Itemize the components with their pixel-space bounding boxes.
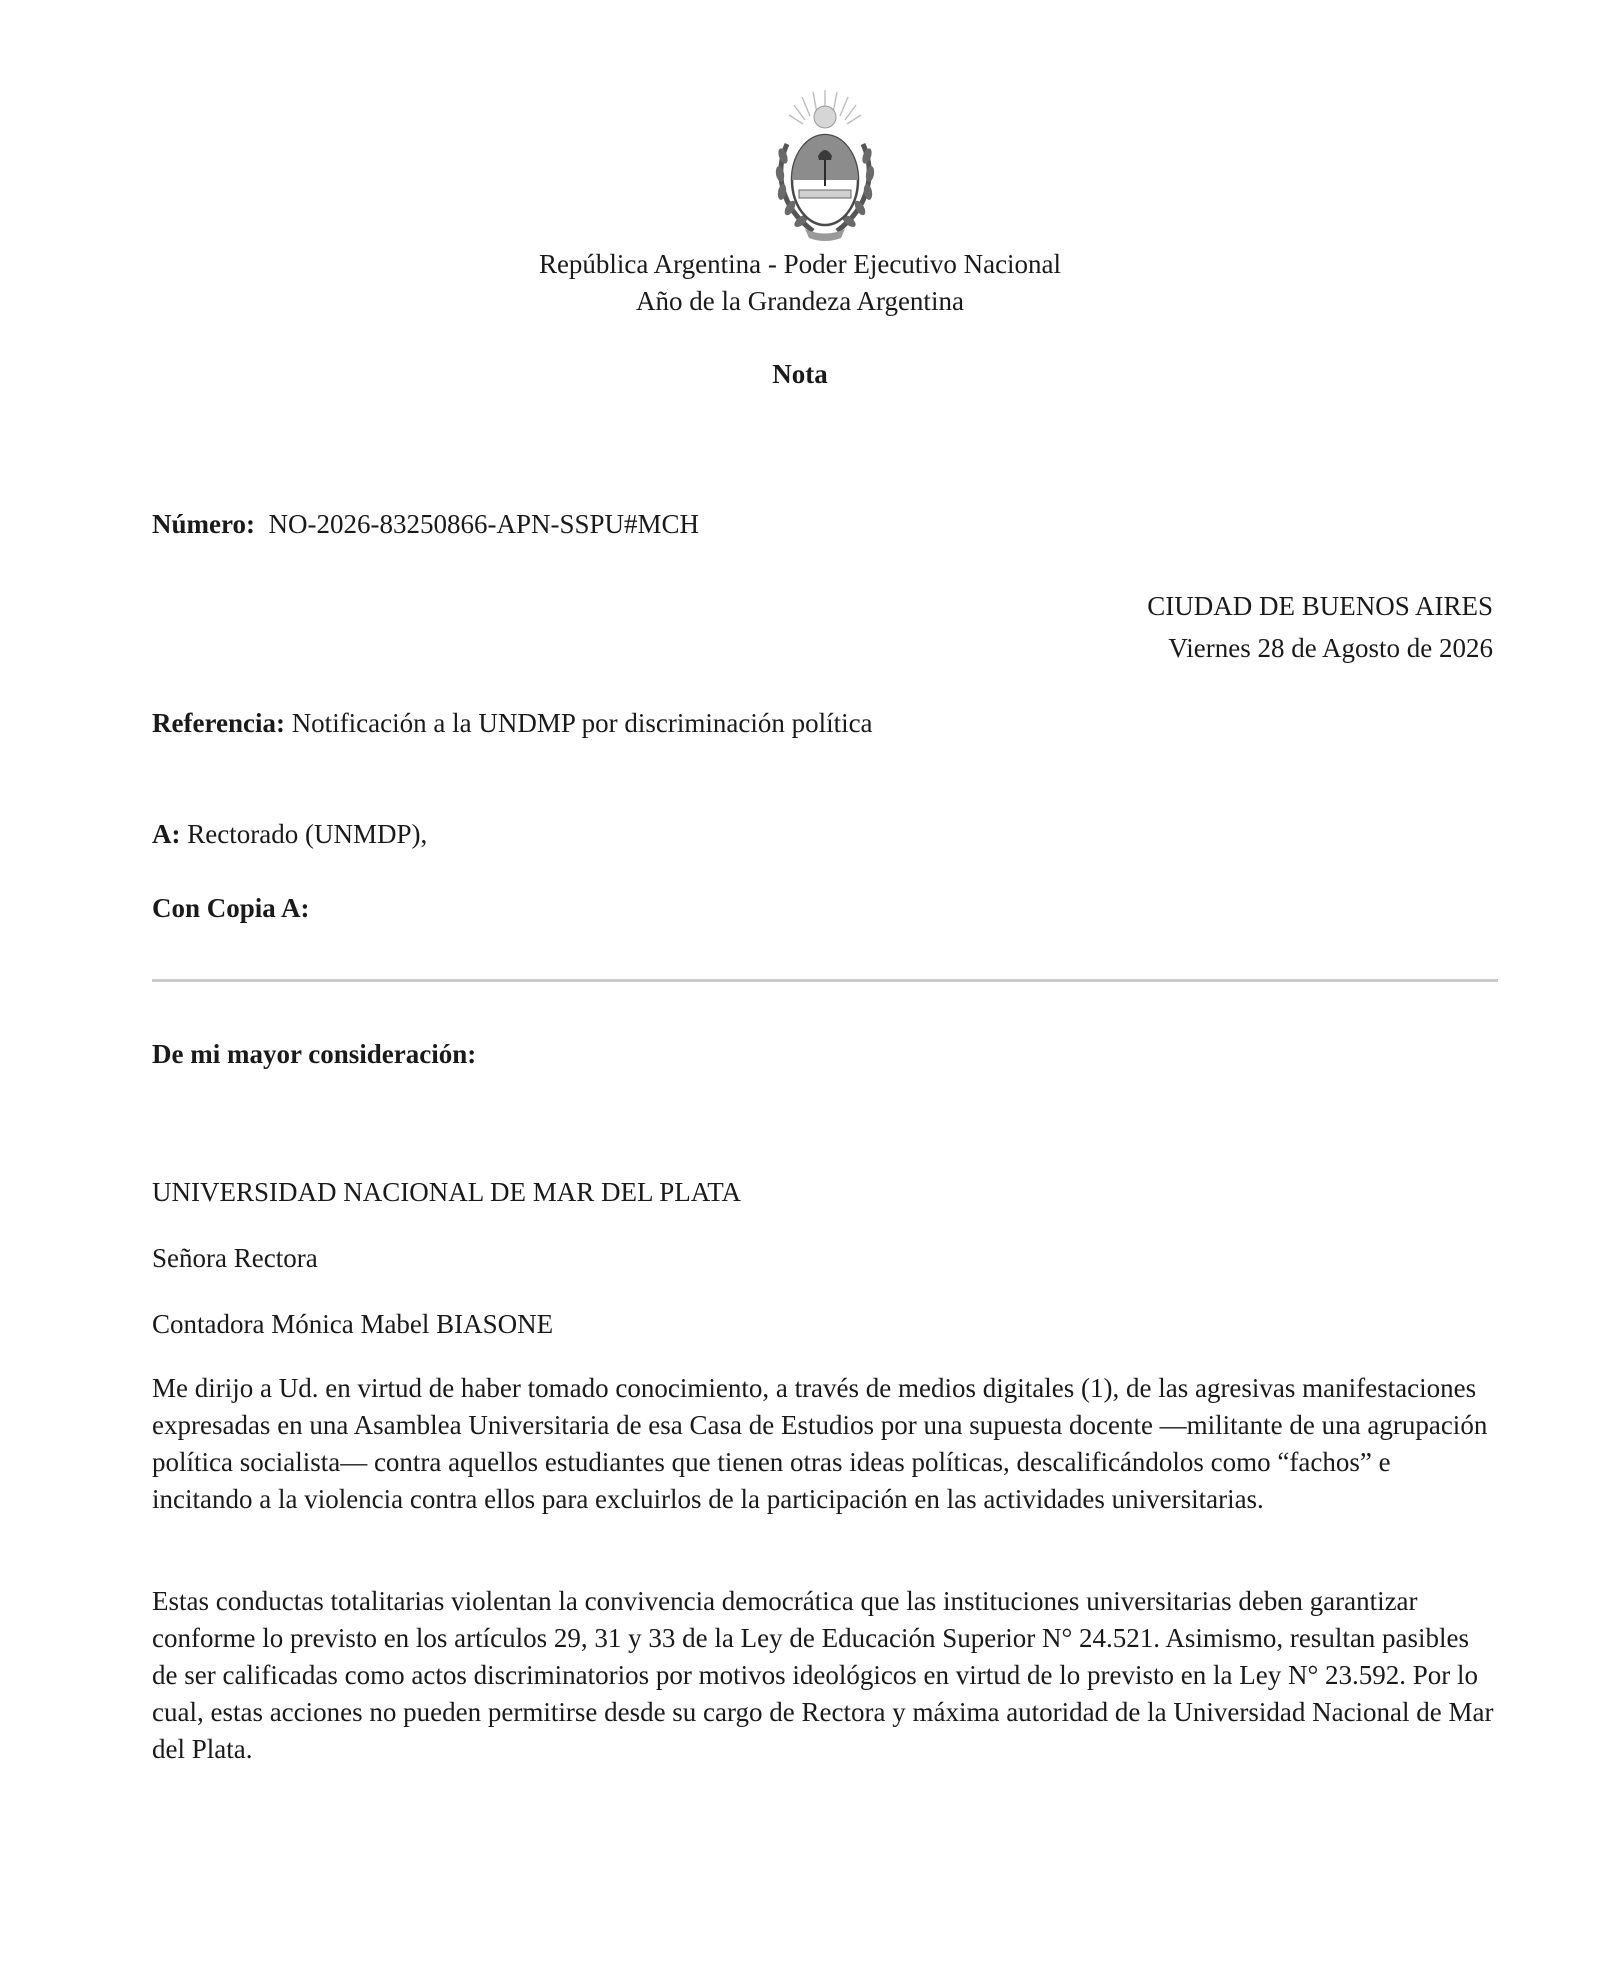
cc-label: Con Copia A: [152, 893, 310, 923]
divider [152, 979, 1498, 982]
header-line-2: Año de la Grandeza Argentina [636, 286, 964, 316]
referencia-value: Notificación a la UNDMP por discriminación política [291, 708, 873, 738]
numero-value: NO-2026-83250866-APN-SSPU#MCH [268, 509, 700, 539]
body-paragraph-2: Estas conductas totalitarias violentan la convivencia democrática que las instituciones universitarias deben garantizar conforme lo previsto en los artículos 29, 31 y 33 de la Ley de Educación Superior N° 24.521. Asimismo, resultan pasibles de ser calificadas como actos discriminatorios por motivos ideológicos en virtud de lo previsto en la Ley N° 23.592. Por lo cual, estas acciones no pueden permitirse desde su cargo de Rectora y máxima autoridad de la Universidad Nacional de Mar del Plata. [152, 1586, 1494, 1764]
referencia-row [152, 705, 873, 741]
numero-row [152, 506, 699, 542]
recipient-organization: UNIVERSIDAD NACIONAL DE MAR DEL PLATA [152, 1177, 742, 1207]
date: Viernes 28 de Agosto de 2026 [1168, 633, 1493, 663]
body-paragraph-1: Me dirijo a Ud. en virtud de haber tomado conocimiento, a través de medios digitales (1), de las agresivas manifestaciones expresadas en una Asamblea Universitaria de esa Casa de Estudios por una supuesta docente —militante de una agrupación política socialista— contra aquellos estudiantes que tienen otras ideas políticas, descalificándolos como “fachos” e incitando a la violencia contra ellos para excluirlos de la participación en las actividades universitarias. [152, 1373, 1488, 1514]
a-label: A: [152, 819, 181, 849]
document-type: Nota [772, 359, 828, 389]
recipient-name: Contadora Mónica Mabel BIASONE [152, 1309, 554, 1339]
referencia-label: Referencia: [152, 708, 285, 738]
header-line-1: República Argentina - Poder Ejecutivo Nacional [538, 249, 1062, 279]
recipient-title: Señora Rectora [152, 1243, 318, 1273]
numero-label: Número: [152, 509, 255, 539]
a-value: Rectorado (UNMDP), [187, 819, 428, 849]
city: CIUDAD DE BUENOS AIRES [1147, 591, 1493, 621]
salutation: De mi mayor consideración: [152, 1039, 477, 1069]
coat-of-arms-icon [765, 86, 885, 244]
recipient-row [152, 816, 427, 852]
